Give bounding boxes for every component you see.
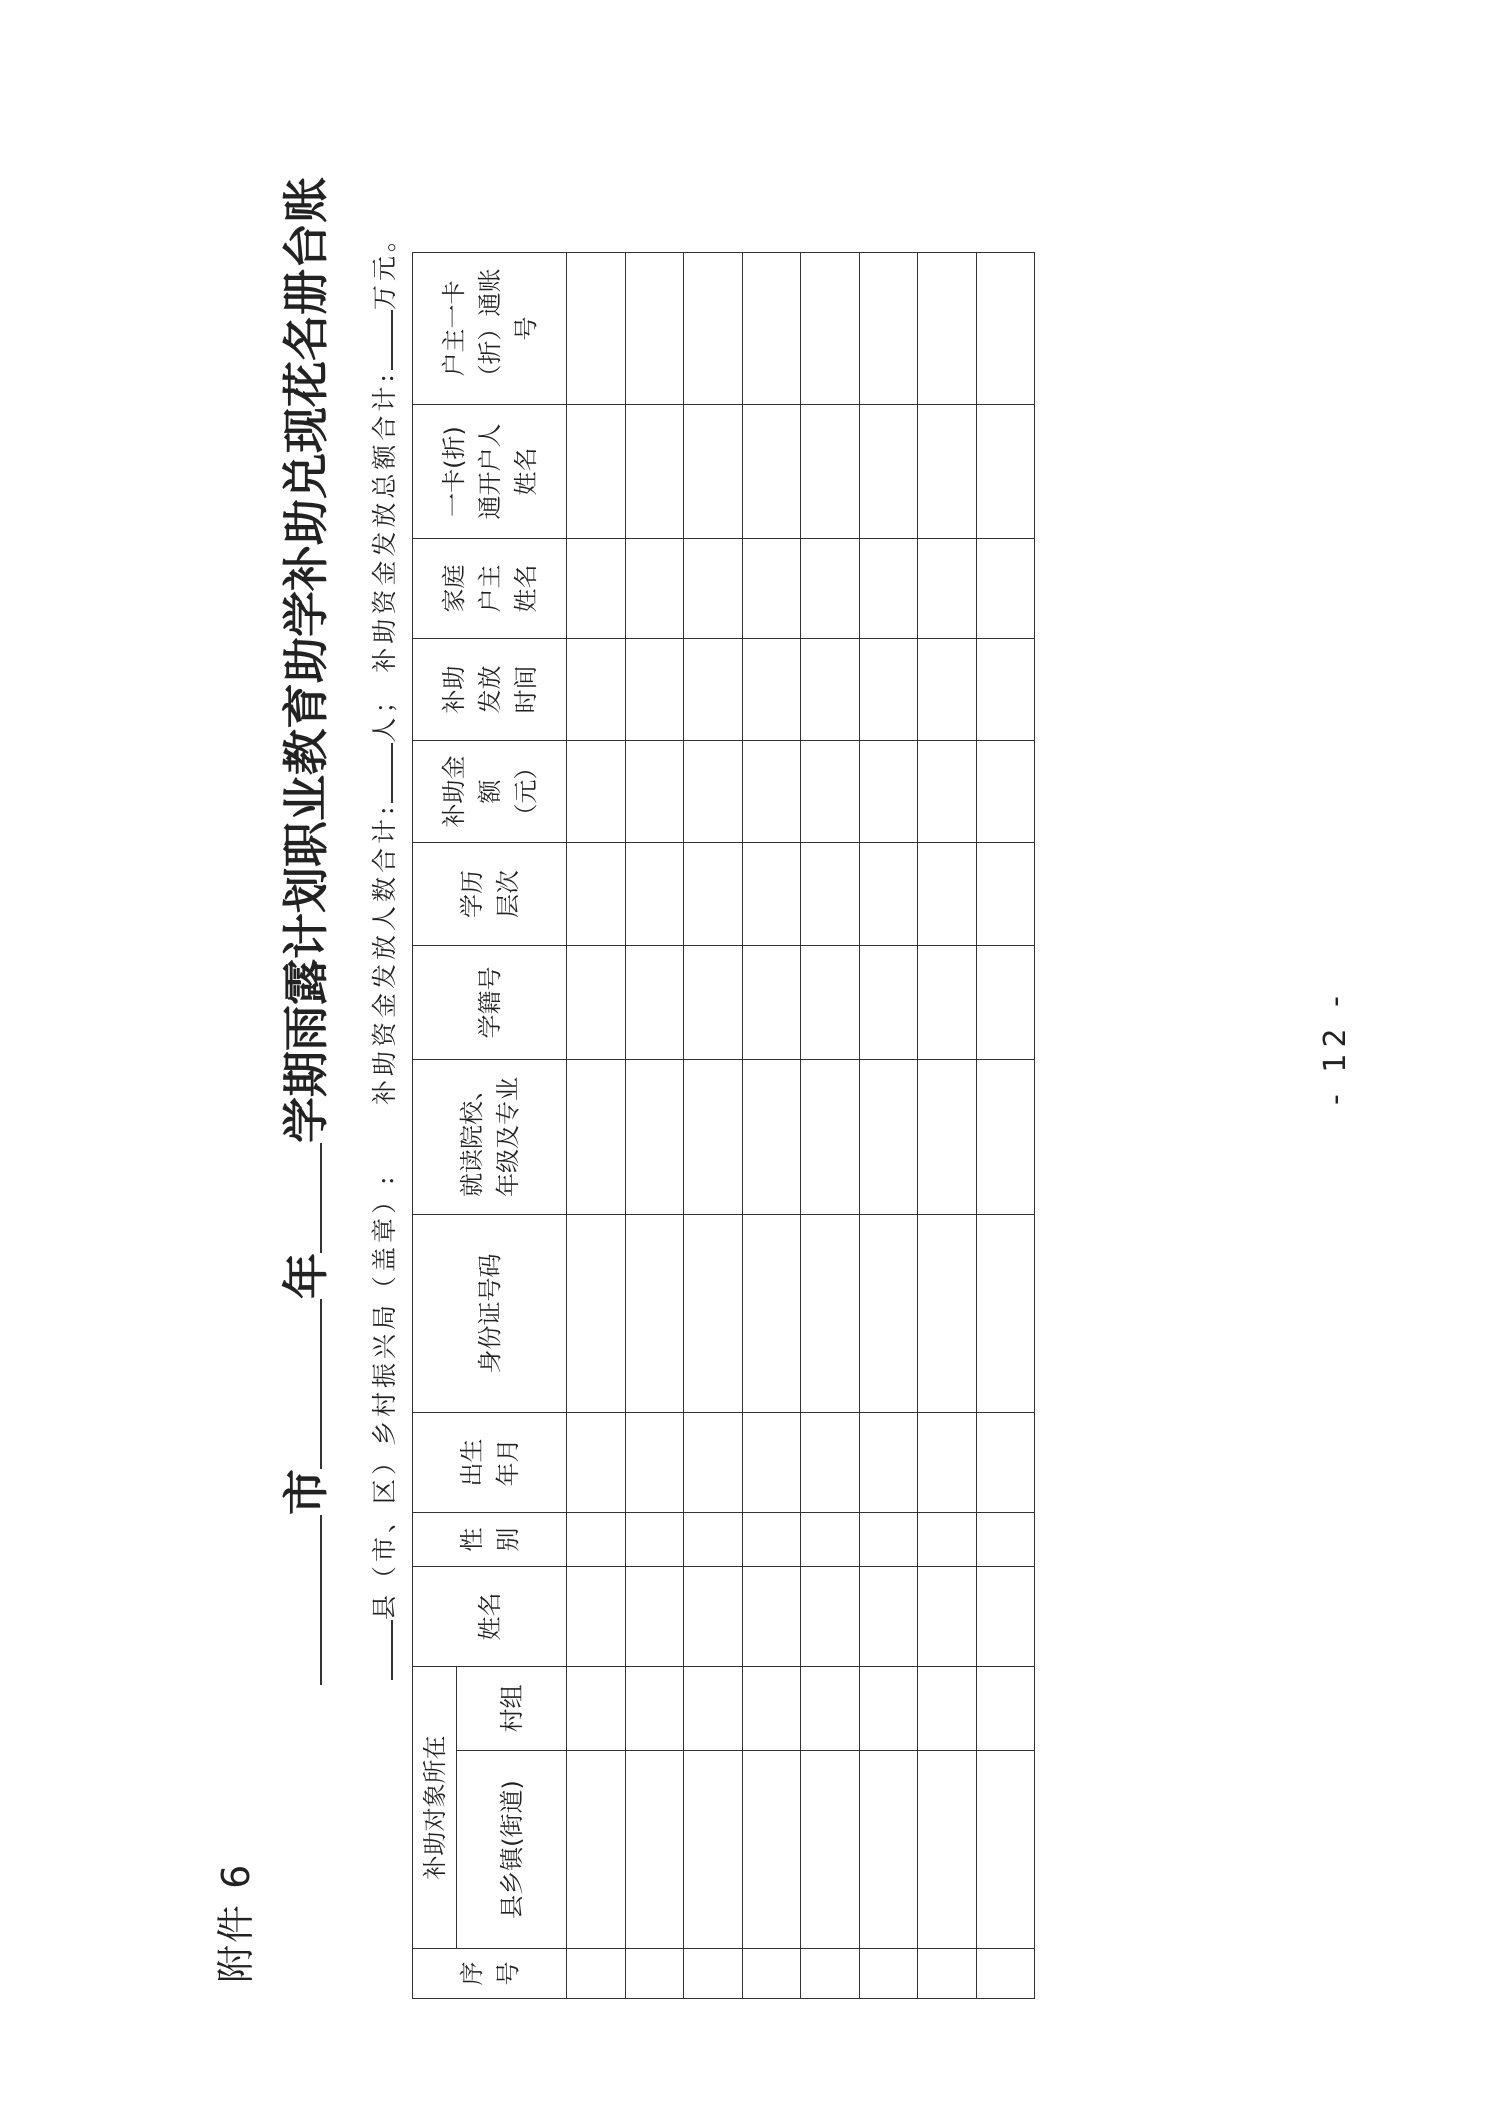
table-cell[interactable] [625, 1751, 684, 1949]
ledger-table [412, 252, 1035, 1999]
header-student-no: 学籍号 [413, 946, 567, 1060]
header-location-group: 补助对象所在 [413, 1667, 457, 1949]
table-cell[interactable] [742, 1215, 801, 1413]
table-cell[interactable] [625, 1567, 684, 1667]
table-cell[interactable] [684, 1215, 743, 1413]
table-cell[interactable] [918, 1567, 977, 1667]
header-school: 就读院校、 年级及专业 [413, 1060, 567, 1215]
table-cell[interactable] [567, 1949, 626, 1999]
header-householder: 家庭 户主 姓名 [413, 539, 567, 639]
table-cell[interactable] [976, 1513, 1035, 1567]
table-cell[interactable] [976, 639, 1035, 741]
table-cell[interactable] [625, 405, 684, 539]
county-blank [365, 1620, 393, 1680]
title-main: 学期雨露计划职业教育助学补助兑现花名册台账 [279, 177, 333, 1143]
table-cell[interactable] [684, 253, 743, 405]
table-cell[interactable] [801, 253, 860, 405]
table-cell[interactable] [742, 741, 801, 843]
table-cell[interactable] [684, 405, 743, 539]
table-cell[interactable] [684, 843, 743, 946]
table-cell[interactable] [625, 1215, 684, 1413]
table-cell[interactable] [625, 639, 684, 741]
table-cell[interactable] [859, 1567, 918, 1667]
table-cell[interactable] [918, 1413, 977, 1513]
table-cell[interactable] [742, 253, 801, 405]
table-cell[interactable] [976, 539, 1035, 639]
table-cell[interactable] [567, 1215, 626, 1413]
table-cell[interactable] [976, 1413, 1035, 1513]
table-cell[interactable] [567, 253, 626, 405]
table-cell[interactable] [918, 1060, 977, 1215]
table-cell[interactable] [918, 539, 977, 639]
attachment-label: 附件 6 [214, 1862, 258, 1983]
table-cell[interactable] [742, 1567, 801, 1667]
table-cell[interactable] [918, 741, 977, 843]
table-cell[interactable] [801, 1513, 860, 1567]
table-cell[interactable] [567, 405, 626, 539]
table-cell[interactable] [742, 1513, 801, 1567]
table-cell[interactable] [625, 843, 684, 946]
table-cell[interactable] [976, 1215, 1035, 1413]
year-blank [286, 1299, 322, 1469]
subtitle-right: 补助资金发放人数合计:人； 补助资金发放总额合计:万元。 [365, 223, 401, 1105]
table-cell[interactable] [684, 1949, 743, 1999]
table-cell[interactable] [918, 1513, 977, 1567]
title-year: 年 [279, 1253, 333, 1299]
page-title [270, 177, 336, 1685]
table-cell[interactable] [976, 1949, 1035, 1999]
table-row [742, 253, 801, 1999]
table-cell[interactable] [684, 1060, 743, 1215]
table-cell[interactable] [625, 1413, 684, 1513]
table-cell[interactable] [859, 1513, 918, 1567]
table-cell[interactable] [742, 539, 801, 639]
table-cell[interactable] [918, 1215, 977, 1413]
header-name: 姓名 [413, 1567, 567, 1667]
table-cell[interactable] [918, 639, 977, 741]
subtitle-left: 县（市、区）乡村振兴局（盖章）: [365, 1173, 401, 1680]
table-cell[interactable] [859, 253, 918, 405]
table-cell[interactable] [801, 741, 860, 843]
header-seq: 序 号 [413, 1949, 567, 1999]
table-cell[interactable] [859, 1949, 918, 1999]
table-body [567, 253, 1035, 1999]
table-cell[interactable] [976, 405, 1035, 539]
term-blank [286, 1143, 322, 1253]
table-cell[interactable] [625, 1949, 684, 1999]
table-cell[interactable] [859, 1215, 918, 1413]
header-edu-level: 学历 层次 [413, 843, 567, 946]
table-cell[interactable] [976, 843, 1035, 946]
table-cell[interactable] [859, 1413, 918, 1513]
table-cell[interactable] [625, 741, 684, 843]
table-row [976, 253, 1035, 1999]
table-cell[interactable] [918, 946, 977, 1060]
table-cell[interactable] [801, 1567, 860, 1667]
table-cell[interactable] [976, 1751, 1035, 1949]
table-cell[interactable] [567, 1751, 626, 1949]
table-cell[interactable] [684, 1513, 743, 1567]
title-city: 市 [279, 1469, 333, 1515]
table-cell[interactable] [801, 946, 860, 1060]
table-cell[interactable] [742, 1667, 801, 1751]
table-cell[interactable] [918, 1949, 977, 1999]
table-cell[interactable] [625, 1513, 684, 1567]
header-id-number: 身份证号码 [413, 1215, 567, 1413]
table-cell[interactable] [684, 1413, 743, 1513]
table-cell[interactable] [918, 1667, 977, 1751]
table-cell[interactable] [742, 843, 801, 946]
header-village: 村组 [457, 1667, 567, 1751]
header-account-no: 户主一卡 （折）通账 号 [413, 253, 567, 405]
table-cell[interactable] [918, 405, 977, 539]
table-cell[interactable] [859, 1751, 918, 1949]
table-cell[interactable] [567, 741, 626, 843]
table-row [801, 253, 860, 1999]
table-cell[interactable] [801, 843, 860, 946]
table-cell[interactable] [976, 946, 1035, 1060]
table-cell[interactable] [859, 1060, 918, 1215]
table-cell[interactable] [801, 1751, 860, 1949]
table-cell[interactable] [742, 1060, 801, 1215]
table-cell[interactable] [918, 1751, 977, 1949]
persons-blank [365, 743, 393, 803]
table-cell[interactable] [801, 1215, 860, 1413]
table-cell[interactable] [625, 1060, 684, 1215]
table-cell[interactable] [859, 539, 918, 639]
table-cell[interactable] [684, 1567, 743, 1667]
table-row [859, 253, 918, 1999]
table-cell[interactable] [625, 946, 684, 1060]
table-cell[interactable] [742, 639, 801, 741]
table-cell[interactable] [859, 1667, 918, 1751]
header-issue-time: 补助 发放 时间 [413, 639, 567, 741]
table-cell[interactable] [859, 639, 918, 741]
table-cell[interactable] [742, 1751, 801, 1949]
table-cell[interactable] [801, 539, 860, 639]
table-cell[interactable] [859, 843, 918, 946]
city-blank [286, 1515, 322, 1685]
table-cell[interactable] [567, 843, 626, 946]
page-number: - 12 - [1318, 990, 1353, 1105]
table-cell[interactable] [859, 946, 918, 1060]
table-cell[interactable] [976, 253, 1035, 405]
table-cell[interactable] [742, 1413, 801, 1513]
header-county-town: 县乡镇(街道) [457, 1751, 567, 1949]
table-cell[interactable] [684, 1667, 743, 1751]
table-cell[interactable] [918, 253, 977, 405]
table-cell[interactable] [742, 405, 801, 539]
header-birth: 出生 年月 [413, 1413, 567, 1513]
table-cell[interactable] [567, 639, 626, 741]
table-cell[interactable] [859, 405, 918, 539]
table-cell[interactable] [684, 1751, 743, 1949]
table-row [684, 253, 743, 1999]
table-cell[interactable] [567, 1513, 626, 1567]
table-cell[interactable] [684, 741, 743, 843]
table-row [625, 253, 684, 1999]
table-cell[interactable] [625, 539, 684, 639]
table-cell[interactable] [567, 946, 626, 1060]
table-cell[interactable] [567, 1060, 626, 1215]
header-gender: 性 别 [413, 1513, 567, 1567]
table-cell[interactable] [976, 741, 1035, 843]
table-cell[interactable] [976, 1060, 1035, 1215]
table-cell[interactable] [976, 1667, 1035, 1751]
table-cell[interactable] [742, 1949, 801, 1999]
table-cell[interactable] [801, 1667, 860, 1751]
table-cell[interactable] [567, 539, 626, 639]
amount-blank [365, 310, 393, 370]
table-cell[interactable] [567, 1567, 626, 1667]
table-cell[interactable] [684, 639, 743, 741]
header-card-holder: 一卡(折) 通开户人 姓名 [413, 405, 567, 539]
table-cell[interactable] [801, 1949, 860, 1999]
table-row [918, 253, 977, 1999]
table-cell[interactable] [801, 639, 860, 741]
table-cell[interactable] [567, 1413, 626, 1513]
table-row [567, 253, 626, 1999]
table-cell[interactable] [801, 405, 860, 539]
table-cell[interactable] [801, 1413, 860, 1513]
table-cell[interactable] [684, 539, 743, 639]
table-cell[interactable] [976, 1567, 1035, 1667]
table-cell[interactable] [625, 253, 684, 405]
table-cell[interactable] [742, 946, 801, 1060]
table-cell[interactable] [801, 1060, 860, 1215]
header-amount: 补助金 额 （元） [413, 741, 567, 843]
table-cell[interactable] [625, 1667, 684, 1751]
table-cell[interactable] [684, 946, 743, 1060]
table-cell[interactable] [567, 1667, 626, 1751]
table-cell[interactable] [859, 741, 918, 843]
table-cell[interactable] [918, 843, 977, 946]
